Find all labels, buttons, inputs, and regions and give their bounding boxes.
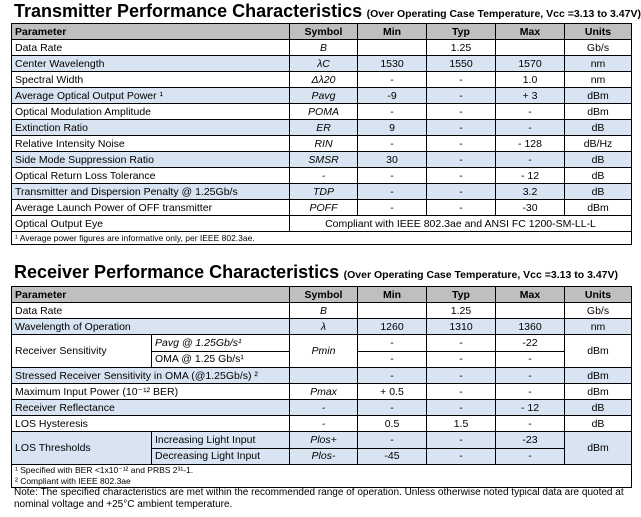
row-min: - xyxy=(358,335,427,352)
row-min: 1530 xyxy=(358,56,427,72)
row-param: Optical Modulation Amplitude xyxy=(12,104,290,120)
row-symbol: - xyxy=(290,416,358,432)
row-units: dB/Hz xyxy=(565,136,632,152)
row-units: nm xyxy=(565,72,632,88)
row-param: Average Launch Power of OFF transmitter xyxy=(12,200,290,216)
los-sub1: Increasing Light Input xyxy=(152,432,290,449)
row-max xyxy=(496,40,565,56)
header-typ: Typ xyxy=(427,287,496,303)
row-typ: 1.5 xyxy=(427,416,496,432)
row-max: - xyxy=(496,120,565,136)
row-max: 1.0 xyxy=(496,72,565,88)
row-symbol: Plos- xyxy=(290,448,358,465)
table-row xyxy=(12,384,632,400)
row-symbol: POFF xyxy=(290,200,358,216)
row-param: Side Mode Suppression Ratio xyxy=(12,152,290,168)
table-row xyxy=(12,303,632,319)
row-max: - xyxy=(496,152,565,168)
row-symbol: TDP xyxy=(290,184,358,200)
los-sub2: Decreasing Light Input xyxy=(152,448,290,465)
receiver-footnote-1: ¹ Specified with BER <1x10⁻¹² and PRBS 2³¹-1. xyxy=(15,465,194,475)
row-min: - xyxy=(358,168,427,184)
row-typ: - xyxy=(427,400,496,416)
table-row xyxy=(12,104,632,120)
row-max: 1570 xyxy=(496,56,565,72)
row-typ: - xyxy=(427,368,496,384)
sensitivity-sub1: Pavg @ 1.25Gb/s¹ xyxy=(152,335,290,352)
row-min: + 0.5 xyxy=(358,384,427,400)
row-param: Receiver Reflectance xyxy=(12,400,290,416)
row-typ: 1310 xyxy=(427,319,496,335)
receiver-title-block xyxy=(14,262,618,283)
row-min: - xyxy=(358,400,427,416)
header-min: Min xyxy=(358,287,427,303)
row-symbol: Pmax xyxy=(290,384,358,400)
row-typ: - xyxy=(427,184,496,200)
row-param: Average Optical Output Power ¹ xyxy=(12,88,290,104)
row-typ: 1.25 xyxy=(427,40,496,56)
row-typ: - xyxy=(427,351,496,368)
row-symbol: B xyxy=(290,40,358,56)
row-min: - xyxy=(358,136,427,152)
row-typ: - xyxy=(427,200,496,216)
table-row xyxy=(12,319,632,335)
row-min: - xyxy=(358,368,427,384)
table-row xyxy=(12,335,632,352)
row-typ: - xyxy=(427,384,496,400)
row-units: dBm xyxy=(565,104,632,120)
row-min: - xyxy=(358,351,427,368)
row-min: -45 xyxy=(358,448,427,465)
row-min: - xyxy=(358,104,427,120)
transmitter-title: Transmitter Performance Characteristics xyxy=(14,1,363,21)
sensitivity-param: Receiver Sensitivity xyxy=(12,335,152,368)
general-note: Note: The specified characteristics are met within the recommended range of operation. Unless otherwise noted typical data are quoted at nominal voltage and +25°C ambient temperature. xyxy=(14,487,624,510)
row-max: - xyxy=(496,368,565,384)
transmitter-rows xyxy=(12,40,632,216)
row-typ: - xyxy=(427,72,496,88)
row-units: dB xyxy=(565,120,632,136)
table-row xyxy=(12,136,632,152)
header-typ: Typ xyxy=(427,24,496,40)
header-max: Max xyxy=(496,24,565,40)
header-min: Min xyxy=(358,24,427,40)
eye-value: Compliant with IEEE 802.3ae and ANSI FC 1200-SM-LL-L xyxy=(290,216,632,232)
row-symbol: POMA xyxy=(290,104,358,120)
row-units: Gb/s xyxy=(565,303,632,319)
row-param: Transmitter and Dispersion Penalty @ 1.25Gb/s xyxy=(12,184,290,200)
row-max: -22 xyxy=(496,335,565,352)
row-param: Wavelength of Operation xyxy=(12,319,290,335)
row-typ: - xyxy=(427,432,496,449)
footnote-row xyxy=(12,232,632,245)
row-min: 9 xyxy=(358,120,427,136)
row-units: dB xyxy=(565,416,632,432)
table-header-row xyxy=(12,24,632,40)
row-min xyxy=(358,40,427,56)
table-row xyxy=(12,40,632,56)
header-symbol: Symbol xyxy=(290,24,358,40)
table-row xyxy=(12,368,632,384)
row-units: dB xyxy=(565,152,632,168)
row-param: Maximum Input Power (10⁻¹² BER) xyxy=(12,384,290,400)
row-typ: 1.25 xyxy=(427,303,496,319)
row-param: LOS Hysteresis xyxy=(12,416,290,432)
row-max: - xyxy=(496,104,565,120)
row-max: -30 xyxy=(496,200,565,216)
row-max: - xyxy=(496,448,565,465)
row-units: dB xyxy=(565,400,632,416)
row-max: - 12 xyxy=(496,168,565,184)
row-typ: - xyxy=(427,136,496,152)
table-row xyxy=(12,200,632,216)
row-symbol: Pavg xyxy=(290,88,358,104)
row-symbol: RIN xyxy=(290,136,358,152)
header-units: Units xyxy=(565,24,632,40)
row-typ: - xyxy=(427,88,496,104)
table-header-row xyxy=(12,287,632,303)
row-param: Center Wavelength xyxy=(12,56,290,72)
header-symbol: Symbol xyxy=(290,287,358,303)
transmitter-condition: (Over Operating Case Temperature, Vcc =3.13 to 3.47V) xyxy=(366,8,641,20)
row-max: - 128 xyxy=(496,136,565,152)
row-param: Extinction Ratio xyxy=(12,120,290,136)
row-typ: - xyxy=(427,448,496,465)
row-max xyxy=(496,303,565,319)
row-max: + 3 xyxy=(496,88,565,104)
row-symbol xyxy=(290,368,358,384)
table-row xyxy=(12,56,632,72)
row-min xyxy=(358,303,427,319)
row-symbol: - xyxy=(290,168,358,184)
receiver-table xyxy=(11,286,632,488)
row-max: - xyxy=(496,384,565,400)
row-param: Optical Return Loss Tolerance xyxy=(12,168,290,184)
row-units: dB xyxy=(565,168,632,184)
row-param: Data Rate xyxy=(12,303,290,319)
row-units: Gb/s xyxy=(565,40,632,56)
transmitter-footnote: ¹ Average power figures are informative only, per IEEE 802.3ae. xyxy=(12,232,632,245)
row-units: dB xyxy=(565,184,632,200)
row-min: - xyxy=(358,200,427,216)
header-parameter: Parameter xyxy=(12,24,290,40)
table-row xyxy=(12,168,632,184)
row-max: - 12 xyxy=(496,400,565,416)
receiver-footnotes xyxy=(12,465,632,488)
row-param: Relative Intensity Noise xyxy=(12,136,290,152)
sensitivity-symbol: Pmin xyxy=(290,335,358,368)
header-parameter: Parameter xyxy=(12,287,290,303)
los-units: dBm xyxy=(565,432,632,465)
transmitter-table xyxy=(11,23,632,245)
row-symbol: Δλ20 xyxy=(290,72,358,88)
row-units: nm xyxy=(565,319,632,335)
row-param: Stressed Receiver Sensitivity in OMA (@1.25Gb/s) ² xyxy=(12,368,290,384)
table-row xyxy=(12,432,632,449)
row-max: 3.2 xyxy=(496,184,565,200)
row-max: - xyxy=(496,416,565,432)
row-symbol: SMSR xyxy=(290,152,358,168)
row-max: -23 xyxy=(496,432,565,449)
row-units: dBm xyxy=(565,368,632,384)
table-row xyxy=(12,184,632,200)
eye-param: Optical Output Eye xyxy=(12,216,290,232)
receiver-title: Receiver Performance Characteristics xyxy=(14,262,340,282)
row-symbol: B xyxy=(290,303,358,319)
row-max: 1360 xyxy=(496,319,565,335)
row-units: dBm xyxy=(565,88,632,104)
row-param: Data Rate xyxy=(12,40,290,56)
row-min: 30 xyxy=(358,152,427,168)
row-symbol: - xyxy=(290,400,358,416)
table-row xyxy=(12,88,632,104)
row-symbol: λ xyxy=(290,319,358,335)
row-typ: - xyxy=(427,168,496,184)
header-max: Max xyxy=(496,287,565,303)
header-units: Units xyxy=(565,287,632,303)
table-row xyxy=(12,72,632,88)
row-min: -9 xyxy=(358,88,427,104)
row-symbol: λC xyxy=(290,56,358,72)
row-typ: - xyxy=(427,120,496,136)
row-units: dBm xyxy=(565,200,632,216)
row-symbol: Plos+ xyxy=(290,432,358,449)
table-row xyxy=(12,416,632,432)
row-typ: - xyxy=(427,335,496,352)
row-units: dBm xyxy=(565,384,632,400)
transmitter-title-block xyxy=(14,1,641,22)
table-row xyxy=(12,120,632,136)
receiver-footnote-2: ² Compliant with IEEE 802.3ae xyxy=(15,476,131,486)
sensitivity-units: dBm xyxy=(565,335,632,368)
footnote-row xyxy=(12,465,632,488)
row-min: - xyxy=(358,184,427,200)
receiver-condition: (Over Operating Case Temperature, Vcc =3.13 to 3.47V) xyxy=(343,269,619,281)
row-units: nm xyxy=(565,56,632,72)
los-param: LOS Thresholds xyxy=(12,432,152,465)
row-min: 1260 xyxy=(358,319,427,335)
row-min: 0.5 xyxy=(358,416,427,432)
row-param: Spectral Width xyxy=(12,72,290,88)
row-typ: - xyxy=(427,104,496,120)
table-row xyxy=(12,216,632,232)
row-max: - xyxy=(496,351,565,368)
row-min: - xyxy=(358,432,427,449)
row-typ: 1550 xyxy=(427,56,496,72)
row-min: - xyxy=(358,72,427,88)
row-symbol: ER xyxy=(290,120,358,136)
table-row xyxy=(12,400,632,416)
sensitivity-sub2: OMA @ 1.25 Gb/s¹ xyxy=(152,351,290,368)
row-typ: - xyxy=(427,152,496,168)
table-row xyxy=(12,152,632,168)
